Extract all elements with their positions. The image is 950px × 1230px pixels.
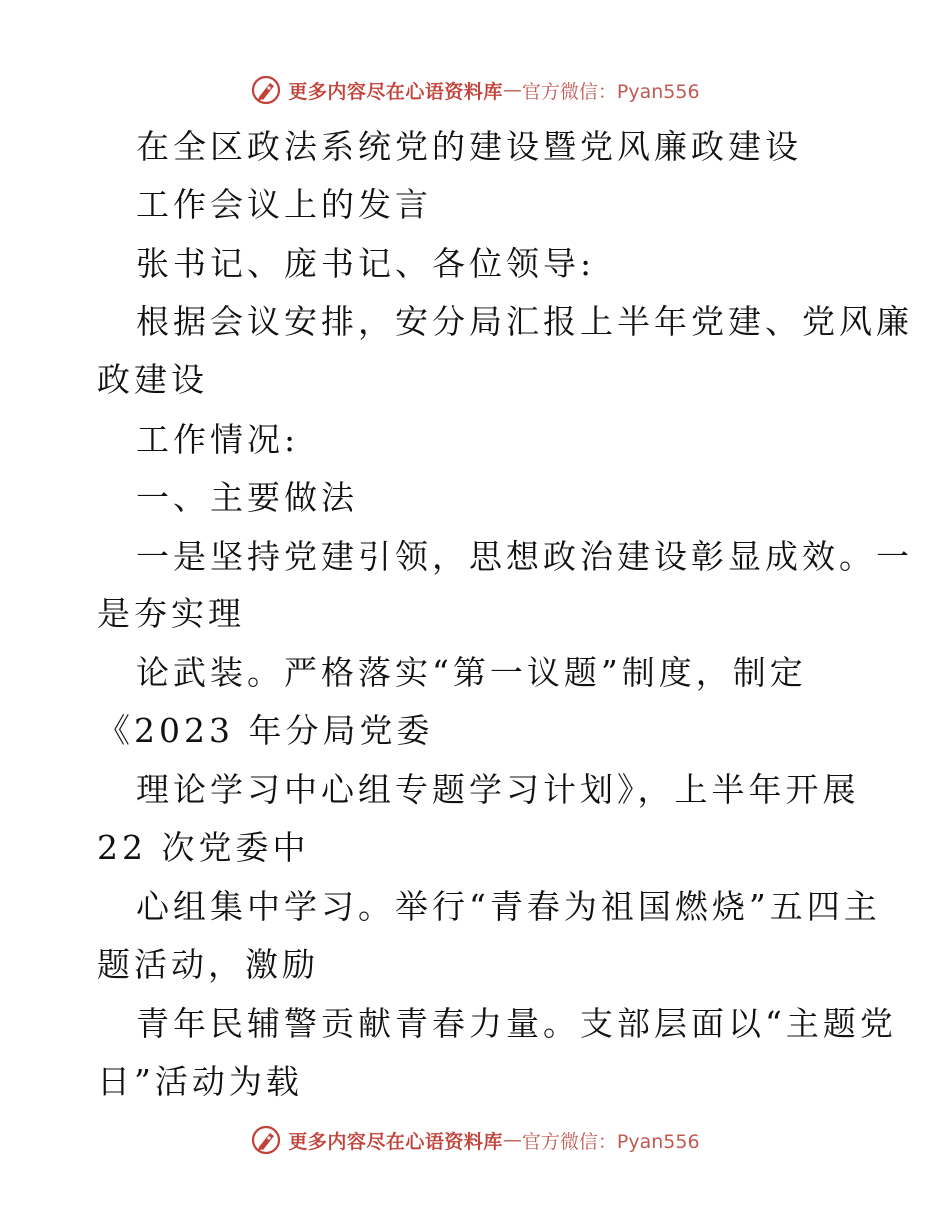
title-line-1: 在全区政法系统党的建设暨党风廉政建设 xyxy=(136,127,802,166)
section-heading: 一、主要做法 xyxy=(136,478,358,517)
brand-text: 更多内容尽在心语资料库 xyxy=(288,1130,503,1153)
paragraph-line: 工作情况: xyxy=(136,420,300,459)
brand-text: 更多内容尽在心语资料库 xyxy=(288,80,503,103)
wechat-text: 官方微信：Pyan556 xyxy=(521,80,700,103)
pen-nib-logo-icon xyxy=(250,1124,282,1156)
paragraph-line: 题活动，激励 xyxy=(97,945,319,984)
paragraph-line: 论武装。严格落实“第一议题”制度，制定 xyxy=(136,653,807,692)
paragraph-line: 青年民辅警贡献青春力量。支部层面以“主题党 xyxy=(136,1004,897,1043)
paragraph-line: 政建设 xyxy=(97,360,208,399)
banner-separator: — xyxy=(502,1129,522,1151)
paragraph-line: 理论学习中心组专题学习计划》，上半年开展 xyxy=(136,770,860,809)
footer-watermark-banner xyxy=(0,1122,950,1158)
paragraph-line: 一是坚持党建引领，思想政治建设彰显成效。一 xyxy=(136,537,913,576)
salutation: 张书记、庞书记、各位领导: xyxy=(136,244,596,283)
paragraph-line: 心组集中学习。举行“青春为祖国燃烧”五四主 xyxy=(136,887,881,926)
paragraph-line: 日”活动为载 xyxy=(97,1062,303,1101)
banner-separator: — xyxy=(502,79,522,101)
paragraph-line: 根据会议安排，安分局汇报上半年党建、党风廉 xyxy=(136,302,913,341)
title-line-2: 工作会议上的发言 xyxy=(136,185,432,224)
wechat-text: 官方微信：Pyan556 xyxy=(521,1130,700,1153)
paragraph-line: 22 次党委中 xyxy=(97,828,310,867)
paragraph-line: 《2023 年分局党委 xyxy=(97,711,434,750)
paragraph-line: 是夯实理 xyxy=(97,594,245,633)
